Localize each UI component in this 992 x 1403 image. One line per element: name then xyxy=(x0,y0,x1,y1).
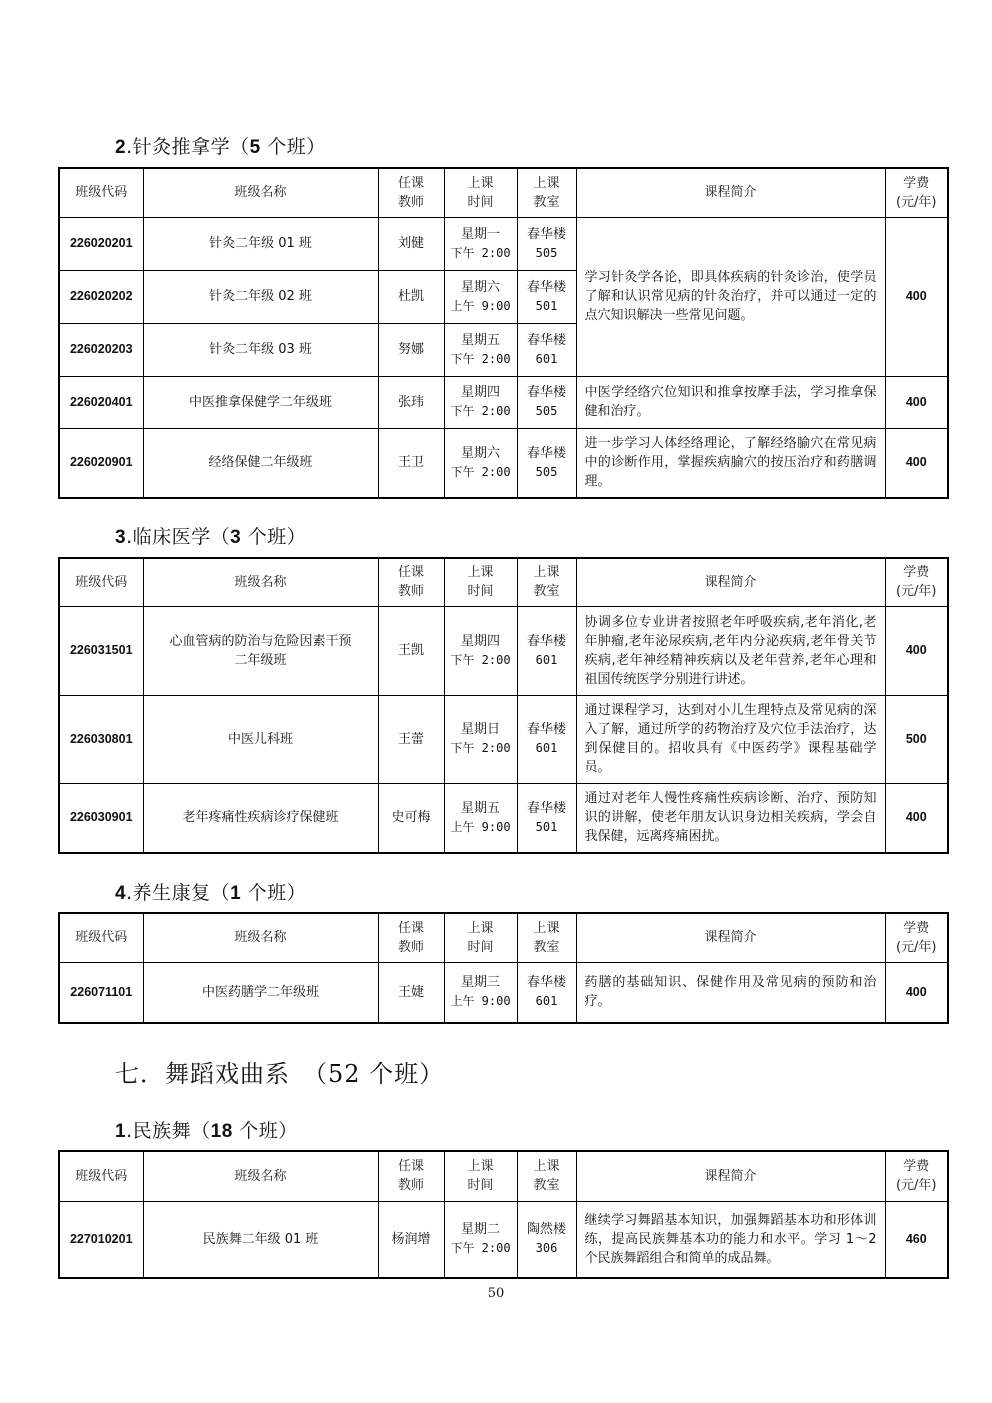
class-room: 春华楼 601 xyxy=(517,695,576,783)
class-code: 226030901 xyxy=(59,783,143,853)
class-room: 春华楼 501 xyxy=(517,783,576,853)
class-room: 春华楼 601 xyxy=(517,323,576,376)
class-fee: 500 xyxy=(885,695,948,783)
class-fee: 400 xyxy=(885,376,948,428)
class-fee: 400 xyxy=(885,217,948,376)
table-row xyxy=(59,962,948,1023)
header-name: 班级名称 xyxy=(143,558,378,606)
class-desc: 进一步学习人体经络理论，了解经络腧穴在常见病中的诊断作用，掌握疾病腧穴的按压治疗和药膳调理。 xyxy=(576,428,885,498)
class-name: 中医儿科班 xyxy=(143,695,378,783)
class-fee: 400 xyxy=(885,606,948,695)
header-room: 上课 教室 xyxy=(517,1151,576,1201)
class-code: 226020901 xyxy=(59,428,143,498)
class-desc: 通过课程学习，达到对小儿生理特点及常见病的深入了解，通过所学的药物治疗及穴位手法治疗，达到保健目的。招收具有《中医药学》课程基础学员。 xyxy=(576,695,885,783)
header-room: 上课 教室 xyxy=(517,558,576,606)
table-row xyxy=(59,783,948,853)
table-row xyxy=(59,695,948,783)
header-code: 班级代码 xyxy=(59,558,143,606)
class-room: 陶然楼 306 xyxy=(517,1201,576,1278)
table-row xyxy=(59,376,948,428)
header-teacher: 任课 教师 xyxy=(378,168,444,217)
section-heading-health: 4.养生康复（1 个班） xyxy=(115,882,307,904)
header-fee: 学费 (元/年) xyxy=(885,913,948,962)
table-header-row xyxy=(59,168,948,217)
header-teacher: 任课 教师 xyxy=(378,913,444,962)
class-time: 星期六 上午 9:00 xyxy=(444,270,517,323)
class-desc: 协调多位专业讲者按照老年呼吸疾病,老年消化,老年肿瘤,老年泌尿疾病,老年内分泌疾病,老年骨关节疾病,老年神经精神疾病以及老年营养,老年心理和祖国传统医学分别进行讲述。 xyxy=(576,606,885,695)
class-time: 星期日 下午 2:00 xyxy=(444,695,517,783)
class-time: 星期二 下午 2:00 xyxy=(444,1201,517,1278)
class-time: 星期五 下午 2:00 xyxy=(444,323,517,376)
header-time: 上课 时间 xyxy=(444,913,517,962)
header-name: 班级名称 xyxy=(143,1151,378,1201)
class-desc: 学习针灸学各论，即具体疾病的针灸诊治，使学员了解和认识常见病的针灸治疗，并可以通过一定的点穴知识解决一些常见问题。 xyxy=(576,217,885,376)
class-fee: 460 xyxy=(885,1201,948,1278)
class-name: 针灸二年级 01 班 xyxy=(143,217,378,270)
class-room: 春华楼 505 xyxy=(517,428,576,498)
class-code: 226071101 xyxy=(59,962,143,1023)
table-health xyxy=(58,912,949,1024)
class-desc: 通过对老年人慢性疼痛性疾病诊断、治疗、预防知识的讲解，使老年朋友认识身边相关疾病，学会自我保健，远离疼痛困扰。 xyxy=(576,783,885,853)
class-name: 心血管病的防治与危险因素干预 二年级班 xyxy=(143,606,378,695)
header-time: 上课 时间 xyxy=(444,1151,517,1201)
class-teacher: 张玮 xyxy=(378,376,444,428)
table-header-row xyxy=(59,558,948,606)
section-heading-acupuncture: 2.针灸推拿学（5 个班） xyxy=(115,136,326,158)
header-room: 上课 教室 xyxy=(517,168,576,217)
header-teacher: 任课 教师 xyxy=(378,558,444,606)
class-room: 春华楼 601 xyxy=(517,606,576,695)
class-code: 226020203 xyxy=(59,323,143,376)
table-header-row xyxy=(59,913,948,962)
header-time: 上课 时间 xyxy=(444,168,517,217)
header-desc: 课程简介 xyxy=(576,913,885,962)
class-teacher: 王蕾 xyxy=(378,695,444,783)
class-code: 226020401 xyxy=(59,376,143,428)
class-time: 星期四 下午 2:00 xyxy=(444,376,517,428)
class-teacher: 努娜 xyxy=(378,323,444,376)
table-dance xyxy=(58,1150,949,1279)
class-fee: 400 xyxy=(885,783,948,853)
class-fee: 400 xyxy=(885,962,948,1023)
table-row xyxy=(59,606,948,695)
header-teacher: 任课 教师 xyxy=(378,1151,444,1201)
header-desc: 课程简介 xyxy=(576,558,885,606)
header-code: 班级代码 xyxy=(59,1151,143,1201)
header-desc: 课程简介 xyxy=(576,1151,885,1201)
class-time: 星期三 上午 9:00 xyxy=(444,962,517,1023)
section-heading-dance: 1.民族舞（18 个班） xyxy=(115,1120,298,1142)
class-room: 春华楼 501 xyxy=(517,270,576,323)
class-desc: 中医学经络穴位知识和推拿按摩手法，学习推拿保健和治疗。 xyxy=(576,376,885,428)
header-name: 班级名称 xyxy=(143,913,378,962)
class-name: 针灸二年级 02 班 xyxy=(143,270,378,323)
class-code: 226030801 xyxy=(59,695,143,783)
class-room: 春华楼 601 xyxy=(517,962,576,1023)
header-name: 班级名称 xyxy=(143,168,378,217)
class-room: 春华楼 505 xyxy=(517,217,576,270)
class-code: 227010201 xyxy=(59,1201,143,1278)
class-code: 226031501 xyxy=(59,606,143,695)
header-desc: 课程简介 xyxy=(576,168,885,217)
class-name: 针灸二年级 03 班 xyxy=(143,323,378,376)
table-row xyxy=(59,1201,948,1278)
class-time: 星期五 上午 9:00 xyxy=(444,783,517,853)
class-teacher: 刘健 xyxy=(378,217,444,270)
table-acupuncture xyxy=(58,167,949,499)
class-code: 226020202 xyxy=(59,270,143,323)
class-name: 经络保健二年级班 xyxy=(143,428,378,498)
class-room: 春华楼 505 xyxy=(517,376,576,428)
class-desc: 药膳的基础知识、保健作用及常见病的预防和治疗。 xyxy=(576,962,885,1023)
header-fee: 学费 (元/年) xyxy=(885,168,948,217)
header-fee: 学费 (元/年) xyxy=(885,558,948,606)
section-heading-clinical: 3.临床医学（3 个班） xyxy=(115,526,307,548)
class-teacher: 王卫 xyxy=(378,428,444,498)
class-teacher: 杜凯 xyxy=(378,270,444,323)
class-teacher: 王凯 xyxy=(378,606,444,695)
page-number: 50 xyxy=(487,1286,505,1301)
class-teacher: 王婕 xyxy=(378,962,444,1023)
table-clinical xyxy=(58,557,949,854)
class-fee: 400 xyxy=(885,428,948,498)
class-teacher: 杨润增 xyxy=(378,1201,444,1278)
header-room: 上课 教室 xyxy=(517,913,576,962)
header-code: 班级代码 xyxy=(59,913,143,962)
department-heading: 七．舞蹈戏曲系 （52 个班） xyxy=(115,1060,445,1088)
table-header-row xyxy=(59,1151,948,1201)
class-name: 中医药膳学二年级班 xyxy=(143,962,378,1023)
header-code: 班级代码 xyxy=(59,168,143,217)
class-time: 星期一 下午 2:00 xyxy=(444,217,517,270)
class-desc: 继续学习舞蹈基本知识，加强舞蹈基本功和形体训练，提高民族舞基本功的能力和水平。学习 1～2 个民族舞蹈组合和简单的成品舞。 xyxy=(576,1201,885,1278)
class-time: 星期六 下午 2:00 xyxy=(444,428,517,498)
class-name: 中医推拿保健学二年级班 xyxy=(143,376,378,428)
table-row xyxy=(59,428,948,498)
class-name: 民族舞二年级 01 班 xyxy=(143,1201,378,1278)
class-time: 星期四 下午 2:00 xyxy=(444,606,517,695)
table-row xyxy=(59,217,948,270)
class-name: 老年疼痛性疾病诊疗保健班 xyxy=(143,783,378,853)
header-time: 上课 时间 xyxy=(444,558,517,606)
header-fee: 学费 (元/年) xyxy=(885,1151,948,1201)
class-code: 226020201 xyxy=(59,217,143,270)
class-teacher: 史可梅 xyxy=(378,783,444,853)
